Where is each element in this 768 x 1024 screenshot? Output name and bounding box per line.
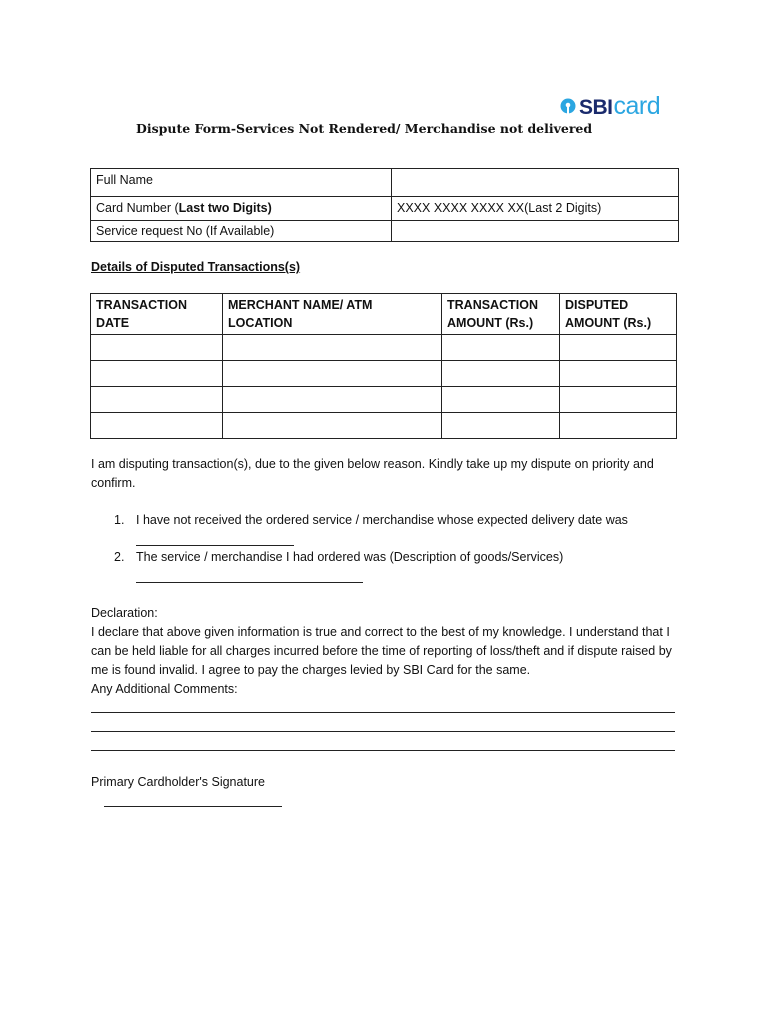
form-title: Dispute Form-Services Not Rendered/ Merchandise not delivered — [136, 121, 593, 136]
comments-line-2[interactable] — [91, 731, 675, 732]
signature-label: Primary Cardholder's Signature — [91, 775, 265, 789]
header-transaction-date: TRANSACTION DATE — [91, 294, 223, 335]
merchant-name-cell[interactable] — [223, 361, 442, 387]
transaction-date-cell[interactable] — [91, 387, 223, 413]
reason-item-1 — [114, 511, 628, 530]
card-number-label — [91, 197, 392, 221]
table-row — [91, 387, 677, 413]
logo-brand-light: card — [613, 91, 661, 120]
card-number-label-prefix: Card Number ( — [96, 201, 179, 215]
merchant-name-cell[interactable] — [223, 413, 442, 439]
transactions-table — [90, 293, 677, 439]
header-merchant-name: MERCHANT NAME/ ATM LOCATION — [223, 294, 442, 335]
comments-line-1[interactable] — [91, 712, 675, 713]
cardholder-info-table — [90, 168, 679, 242]
transaction-amount-cell[interactable] — [442, 387, 560, 413]
delivery-date-blank[interactable] — [136, 545, 294, 546]
table-row — [91, 413, 677, 439]
table-header-row — [91, 294, 677, 335]
comments-line-3[interactable] — [91, 750, 675, 751]
transaction-date-cell[interactable] — [91, 413, 223, 439]
reason-text: I have not received the ordered service / merchandise whose expected delivery date was — [136, 513, 628, 527]
reason-item-2 — [114, 548, 563, 567]
transaction-amount-cell[interactable] — [442, 413, 560, 439]
transaction-date-cell[interactable] — [91, 335, 223, 361]
sbi-card-logo — [560, 92, 660, 120]
disputed-amount-cell[interactable] — [560, 387, 677, 413]
card-number-field[interactable]: XXXX XXXX XXXX XX(Last 2 Digits) — [392, 197, 679, 221]
disputed-amount-cell[interactable] — [560, 361, 677, 387]
additional-comments-label: Any Additional Comments: — [91, 682, 238, 696]
sbi-logo-icon — [560, 98, 576, 114]
logo-brand-bold: SBI — [579, 95, 613, 119]
merchant-name-cell[interactable] — [223, 387, 442, 413]
disputed-amount-cell[interactable] — [560, 413, 677, 439]
header-disputed-amount: DISPUTED AMOUNT (Rs.) — [560, 294, 677, 335]
service-request-label: Service request No (If Available) — [91, 221, 392, 242]
reason-number: 1. — [114, 513, 125, 527]
table-row — [91, 361, 677, 387]
disputed-amount-cell[interactable] — [560, 335, 677, 361]
declaration-label: Declaration: — [91, 606, 158, 620]
reason-text: The service / merchandise I had ordered was (Description of goods/Services) — [136, 550, 564, 564]
transaction-date-cell[interactable] — [91, 361, 223, 387]
signature-line[interactable] — [104, 806, 282, 807]
card-number-label-bold: Last two Digits) — [178, 201, 272, 215]
reason-number: 2. — [114, 550, 125, 564]
disputed-transactions-heading: Details of Disputed Transactions(s) — [91, 260, 301, 274]
service-request-field[interactable] — [392, 221, 679, 242]
transaction-amount-cell[interactable] — [442, 361, 560, 387]
full-name-label: Full Name — [91, 169, 392, 197]
dispute-intro-text: I am disputing transaction(s), due to the given below reason. Kindly take up my dispute on priority and confirm. — [91, 457, 654, 490]
table-row — [91, 335, 677, 361]
full-name-field[interactable] — [392, 169, 679, 197]
goods-description-blank[interactable] — [136, 582, 363, 583]
transaction-amount-cell[interactable] — [442, 335, 560, 361]
merchant-name-cell[interactable] — [223, 335, 442, 361]
declaration-text: I declare that above given information is true and correct to the best of my knowledge. I understand that I can be held liable for all charges incurred before the time of reporting of loss/theft and if dispute raised by me is found invalid. I agree to pay the charges levied by SBI Card for the same. — [91, 625, 672, 677]
header-transaction-amount: TRANSACTION AMOUNT (Rs.) — [442, 294, 560, 335]
